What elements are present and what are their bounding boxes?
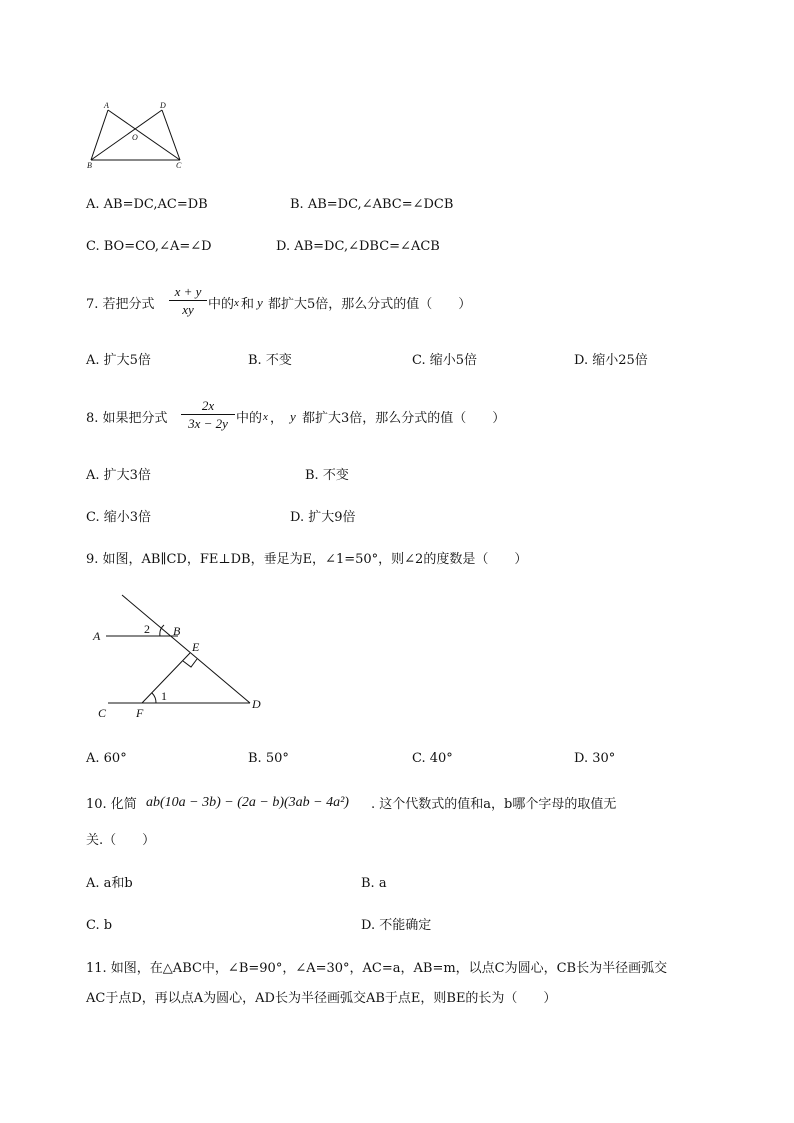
q9-label-D: D	[252, 697, 261, 711]
q7-mid2: 和	[241, 297, 255, 312]
q8-fraction-bar	[181, 414, 235, 415]
q8-fraction-denominator: 3x − 2y	[188, 416, 228, 431]
q7-var-x: x	[234, 297, 239, 309]
q10-line1-suffix: . 这个代数式的值和a，b哪个字母的取值无	[371, 797, 617, 812]
q9-option-b[interactable]: B. 50°	[248, 751, 289, 766]
figure-q6	[80, 98, 190, 173]
q7-fraction-denominator: xy	[182, 302, 194, 317]
q7-option-c[interactable]: C. 缩小5倍	[412, 353, 478, 368]
label-O: O	[132, 133, 138, 142]
q8-option-b[interactable]: B. 不变	[305, 468, 349, 483]
q9-label-B: B	[173, 624, 181, 638]
q10-line2: 关.（ ）	[86, 833, 156, 848]
q10-option-b[interactable]: B. a	[361, 876, 387, 891]
q9-label-one: 1	[161, 689, 167, 703]
figure-q9	[88, 588, 278, 723]
q8-option-a[interactable]: A. 扩大3倍	[86, 468, 151, 483]
q6-option-d[interactable]: D. AB=DC,∠DBC=∠ACB	[276, 239, 440, 254]
q8-option-d[interactable]: D. 扩大9倍	[290, 510, 356, 525]
q7-mid1: 中的	[208, 297, 235, 312]
q7-option-a[interactable]: A. 扩大5倍	[86, 353, 151, 368]
q9-label-E: E	[192, 640, 200, 654]
q7-prefix: 7. 若把分式	[86, 297, 155, 312]
q9-option-a[interactable]: A. 60°	[86, 751, 127, 766]
q9-stem: 9. 如图，AB∥CD，FE⊥DB，垂足为E，∠1=50°，则∠2的度数是（ ）	[86, 552, 528, 567]
label-C: C	[176, 161, 182, 170]
q8-prefix: 8. 如果把分式	[86, 411, 168, 426]
q10-option-d[interactable]: D. 不能确定	[361, 918, 432, 933]
q9-label-F: F	[136, 706, 144, 720]
q6-option-c[interactable]: C. BO=CO,∠A=∠D	[86, 239, 212, 254]
q10-option-c[interactable]: C. b	[86, 918, 113, 933]
q6-option-b[interactable]: B. AB=DC,∠ABC=∠DCB	[290, 197, 454, 212]
q9-label-A: A	[93, 629, 101, 643]
label-D: D	[160, 101, 166, 110]
label-B: B	[87, 161, 92, 170]
q8-var-x: x	[263, 411, 268, 423]
q10-line1-prefix: 10. 化简	[86, 797, 137, 812]
q9-label-C: C	[98, 706, 107, 720]
q9-label-two: 2	[144, 622, 150, 636]
q7-fraction	[169, 284, 207, 317]
q7-var-y: y	[257, 295, 263, 310]
q8-suffix: 都扩大3倍，那么分式的值（ ）	[302, 411, 506, 426]
q7-option-b[interactable]: B. 不变	[248, 353, 292, 368]
label-A: A	[104, 101, 109, 110]
q11-line1: 11. 如图，在△ABC中，∠B=90°，∠A=30°，AC=a，AB=m，以点C为圆心，CB长为半径画弧交	[86, 961, 668, 976]
q7-option-d[interactable]: D. 缩小25倍	[574, 353, 648, 368]
q11-line2: AC于点D，再以点A为圆心，AD长为半径画弧交AB于点E，则BE的长为（ ）	[86, 991, 557, 1006]
q9-option-c[interactable]: C. 40°	[412, 751, 453, 766]
q6-option-a[interactable]: A. AB=DC,AC=DB	[86, 197, 208, 212]
q10-option-a[interactable]: A. a和b	[86, 876, 133, 891]
q8-var-y: y	[290, 409, 296, 424]
q7-fraction-bar	[169, 300, 207, 301]
q8-fraction-numerator: 2x	[201, 398, 215, 413]
q8-mid2: ，	[270, 411, 284, 426]
q7-suffix: 都扩大5倍，那么分式的值（ ）	[268, 297, 472, 312]
q8-option-c[interactable]: C. 缩小3倍	[86, 510, 152, 525]
q7-fraction-numerator: x + y	[174, 284, 202, 299]
q8-mid1: 中的	[236, 411, 263, 426]
q10-expression: ab(10a − 3b) − (2a − b)(3ab − 4a²)	[146, 795, 349, 810]
q9-option-d[interactable]: D. 30°	[574, 751, 616, 766]
q8-fraction	[181, 398, 235, 431]
